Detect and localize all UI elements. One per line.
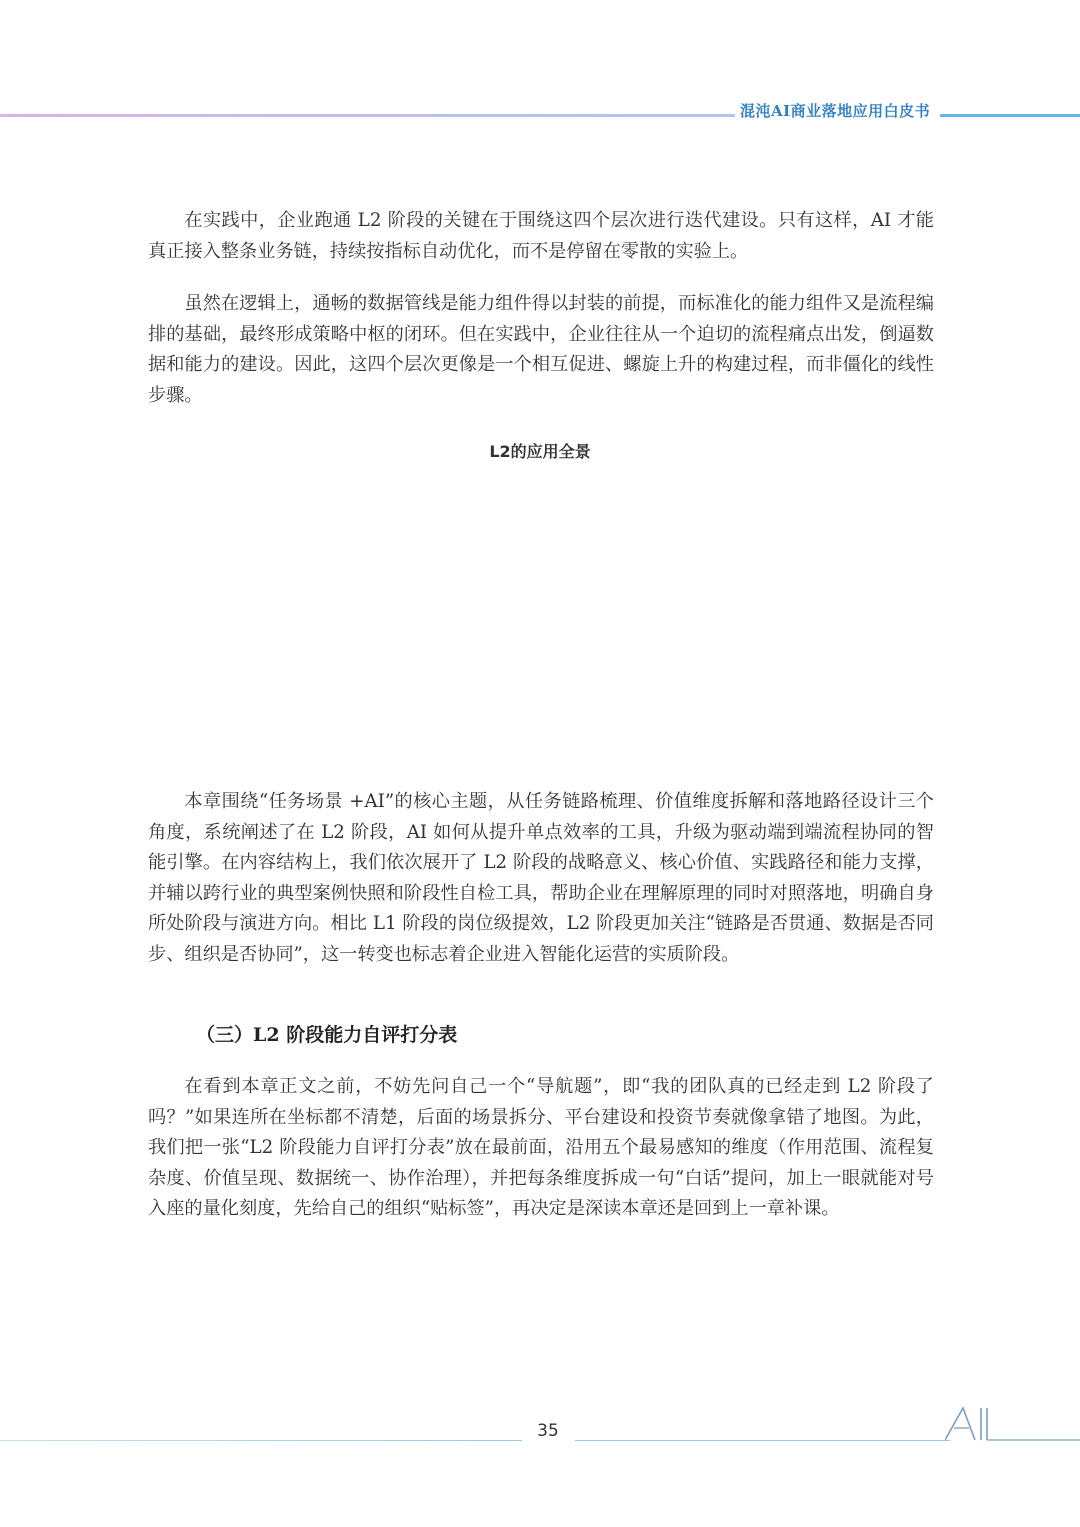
- section-heading: （三）L2 阶段能力自评打分表: [196, 1024, 458, 1046]
- header-divider-left: [0, 114, 735, 117]
- page-number: 35: [537, 1421, 559, 1441]
- ai-logo-icon: [945, 1404, 1080, 1444]
- paragraph-3: 本章围绕“任务场景 +AI”的核心主题，从任务链路梳理、价值维度拆解和落地路径设计三个角度，系统阐述了在 L2 阶段，AI 如何从提升单点效率的工具，升级为驱动端到端流程协同的智能引擎。在内容结构上，我们依次展开了 L2 阶段的战略意义、核心价值、实践路径和能力支撑，并辅以跨行业的典型案例快照和阶段性自检工具，帮助企业在理解原理的同时对照落地，明确自身所处阶段与演进方向。相比 L1 阶段的岗位级提效，L2 阶段更加关注“链路是否贯通、数据是否同步、组织是否协同”，这一转变也标志着企业进入智能化运营的实质阶段。: [148, 791, 934, 965]
- header-title: 混沌AI商业落地应用白皮书: [740, 102, 931, 120]
- paragraph-1: 在实践中，企业跑通 L2 阶段的关键在于围绕这四个层次进行迭代建设。只有这样，AI 才能真正接入整条业务链，持续按指标自动优化，而不是停留在零散的实验上。: [148, 210, 934, 262]
- paragraph-2: 虽然在逻辑上，通畅的数据管线是能力组件得以封装的前提，而标准化的能力组件又是流程编排的基础，最终形成策略中枢的闭环。但在实践中，企业往往从一个迫切的流程痛点出发，倒逼数据和能力的建设。因此，这四个层次更像是一个相互促进、螺旋上升的构建过程，而非僵化的线性步骤。: [148, 293, 934, 406]
- paragraph-4: 在看到本章正文之前，不妨先问自己一个“导航题”，即“我的团队真的已经走到 L2 阶段了吗？”如果连所在坐标都不清楚，后面的场景拆分、平台建设和投资节奏就像拿错了地图。为此，我们把一张“L2 阶段能力自评打分表”放在最前面，沿用五个最易感知的维度（作用范围、流程复杂度、价值呈现、数据统一、协作治理），并把每条维度拆成一句“白话”提问，加上一眼就能对号入座的量化刻度，先给自己的组织“贴标签”，再决定是深读本章还是回到上一章补课。: [148, 1076, 934, 1219]
- l2-pyramid-diagram: [0, 490, 1080, 780]
- figure-title: L2的应用全景: [489, 442, 591, 461]
- footer-divider-left: [0, 1440, 522, 1441]
- header-divider-right: [940, 114, 1080, 117]
- footer-divider-right: [575, 1440, 950, 1441]
